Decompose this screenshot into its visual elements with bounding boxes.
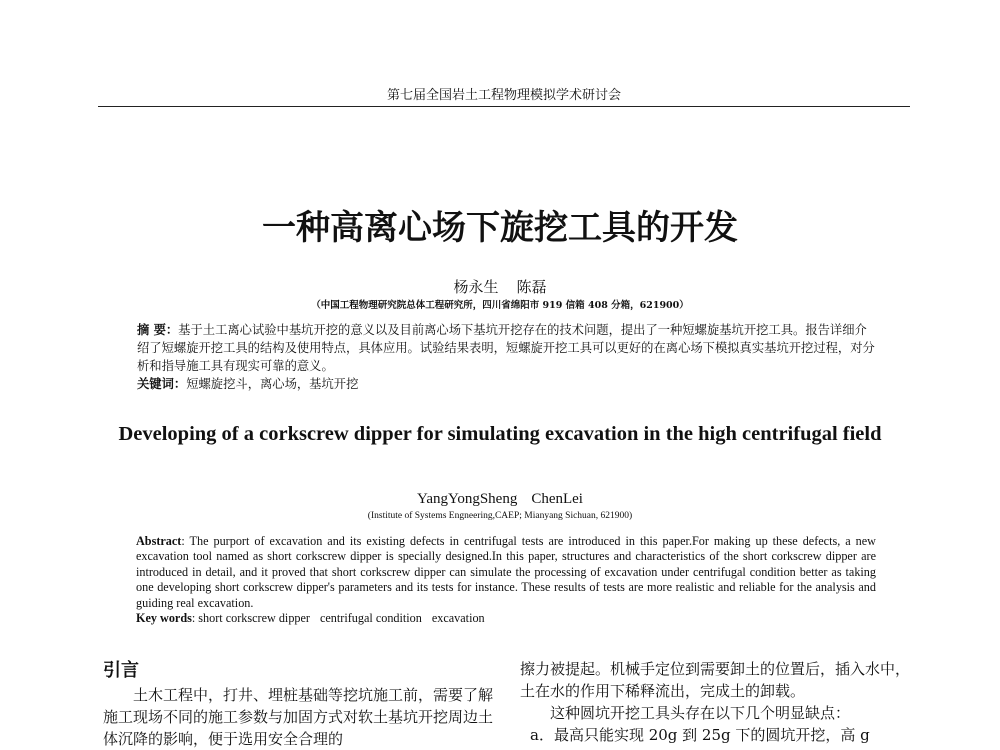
abstract-text-chinese: 基于土工离心试验中基坑开挖的意义以及目前离心场下基坑开挖存在的技术问题，提出了一种短螺旋基坑开挖工具。报告详细介绍了短螺旋开挖工具的结构及使用特点，具体应用。试验结果表明，短螺旋开挖工具可以更好的在离心场下模拟真实基坑开挖过程，对分析和指导施工具有现实可靠的意义。: [137, 323, 875, 373]
author-name: 陈磊: [516, 278, 547, 296]
body-paragraph: 擦力被提起。机械手定位到需要卸土的位置后，插入水中，土在水的作用下稀释流出，完成土的卸载。: [520, 660, 911, 700]
abstract-english: Abstract: The purport of excavation and its existing defects in centrifugal tests are introduced in this paper.For making up these defects, a new excavation tool named as short corkscrew dipper is specially designed.In this paper, structures and characteristics of the short corkscrew dipper are introduced in detail, and it proved that short corkscrew dipper can simulate the processing of excavation under centrifugal condition better as taking one developing short corkscrew dipper's parameters and its tests for instance. These results of tests are more realistic and reliable for the analysis and guiding real excavation. Key words: short corkscrew dipper centrifugal condition excavation: [136, 534, 876, 626]
keywords-label-english: Key words: [136, 611, 192, 626]
abstract-text-english: : The purport of excavation and its existing defects in centrifugal tests are introduced in this paper.For making up these defects, a new excavation tool named as short corkscrew dipper is specially designed.In this paper, structures and characteristics of the short corkscrew dipper are introduced in detail, and it proved that short corkscrew dipper can simulate the processing of excavation under centrifugal condition better as taking one developing short corkscrew dipper's parameters and its tests for instance. These results of tests are more realistic and reliable for the analysis and guiding real excavation.: [136, 534, 876, 610]
keyword: excavation: [431, 611, 485, 626]
abstract-label-chinese: 摘 要：: [137, 322, 179, 337]
list-item: a．最高只能实现 20g 到 25g 下的圆坑开挖，高 g: [530, 726, 870, 744]
body-left-column: [103, 658, 493, 750]
affiliation-chinese: （中国工程物理研究院总体工程研究所，四川省绵阳市 919 信箱 408 分箱，621900）: [311, 300, 689, 311]
section-heading-introduction: 引言: [103, 660, 139, 681]
paper-title-english: Developing of a corkscrew dipper for simulating excavation in the high centrifugal field: [118, 423, 882, 445]
keywords-label-chinese: 关键词：: [137, 376, 187, 391]
authors-chinese: [0, 276, 1000, 297]
body-right-column: [520, 658, 910, 746]
author-name: YangYongSheng: [417, 491, 518, 507]
abstract-chinese: [137, 321, 877, 393]
body-paragraph: 这种圆坑开挖工具头存在以下几个明显缺点：: [550, 704, 851, 722]
abstract-label-english: Abstract: [136, 534, 182, 548]
author-name: 杨永生: [453, 278, 499, 296]
paper-title-chinese: 一种高离心场下旋挖工具的开发: [262, 208, 738, 248]
keywords-chinese: 短螺旋挖斗，离心场，基坑开挖: [186, 377, 359, 391]
affiliation-english: (Institute of Systems Engneering,CAEP; Mianyang Sichuan, 621900): [367, 511, 633, 521]
running-header: 第七届全国岩土工程物理模拟学术研讨会: [98, 86, 910, 107]
author-name: ChenLei: [531, 491, 583, 507]
keyword: short corkscrew dipper: [198, 611, 310, 626]
authors-english: [0, 491, 1000, 508]
body-paragraph: 土木工程中，打井、埋桩基础等挖坑施工前，需要了解施工现场不同的施工参数与加固方式对软土基坑开挖周边土体沉降的影响，便于选用安全合理的: [103, 686, 494, 748]
keyword: centrifugal condition: [319, 611, 422, 626]
